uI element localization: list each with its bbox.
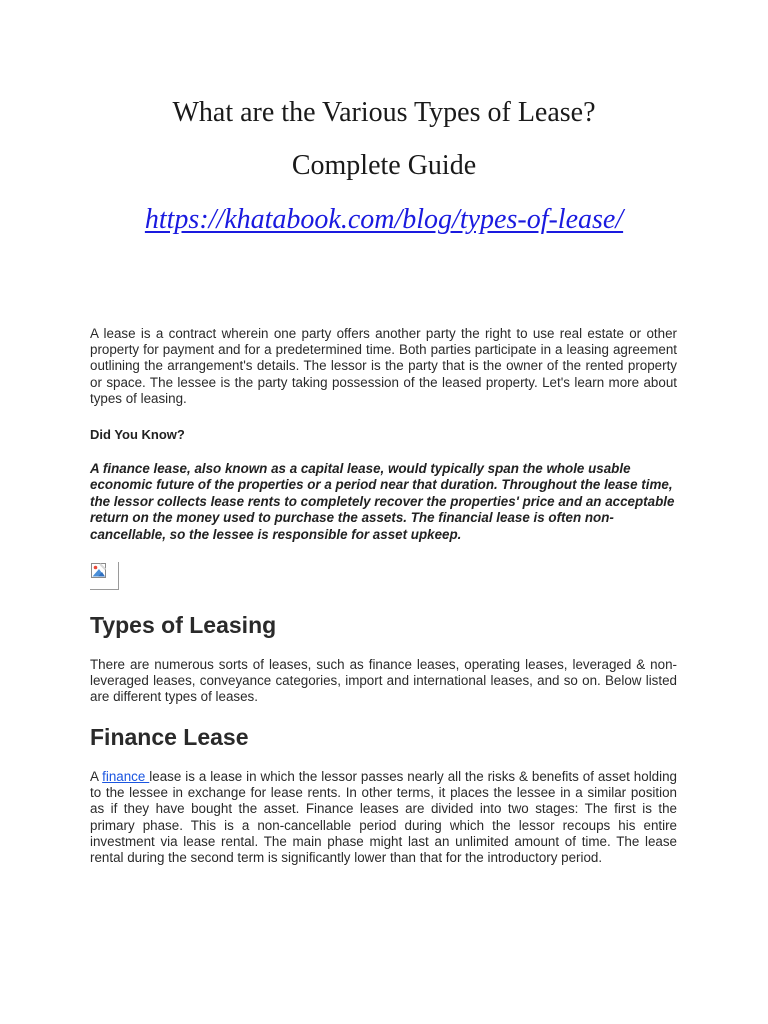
did-you-know-label: Did You Know? [90, 427, 185, 442]
source-url-link[interactable]: https://khatabook.com/blog/types-of-lease/ [144, 204, 624, 235]
broken-image-icon [90, 562, 119, 590]
finance-lease-paragraph [90, 769, 677, 866]
page-subtitle: Complete Guide [291, 150, 477, 181]
finance-link[interactable]: finance [102, 769, 150, 784]
did-you-know-text: A finance lease, also known as a capital lease, would typically span the whole usable economic future of the properties or a period near that duration. Throughout the lease time, the lessor collects lease rents to completely recover the properties' price and an acceptable return on the money used to purchase the assets. The financial lease is often non-cancellable, so the lessee is responsible for asset upkeep. [90, 461, 675, 542]
finance-lease-text: lease is a lease in which the lessor passes nearly all the risks & benefits of asset holding to the lessee in exchange for lease rents. In other terms, it places the lessee in a similar position as if they have bought the asset. Finance leases are divided into two stages: The first is the primary phase. This is a non-cancellable period during which the lessor recoups his entire investment via lease rental. The main phase might last an unlimited amount of time. The lease rental during the second term is significantly lower than that for the introductory period. [90, 769, 677, 866]
finance-lease-heading: Finance Lease [90, 724, 249, 750]
finance-prefix: A [90, 769, 103, 784]
types-of-leasing-paragraph: There are numerous sorts of leases, such as finance leases, operating leases, leveraged & non-leveraged leases, conveyance categories, import and international leases, and so on. Below listed are different types of leases. [90, 657, 677, 705]
page-title: What are the Various Types of Lease? [172, 97, 596, 128]
intro-paragraph: A lease is a contract wherein one party offers another party the right to use real estate or other property for payment and for a predetermined time. Both parties participate in a leasing agreement outlining the arrangement's details. The lessor is the party that is the owner of the rented property or space. The lessee is the party taking possession of the leased property. Let's learn more about types of leasing. [90, 326, 677, 406]
types-of-leasing-heading: Types of Leasing [90, 612, 277, 638]
